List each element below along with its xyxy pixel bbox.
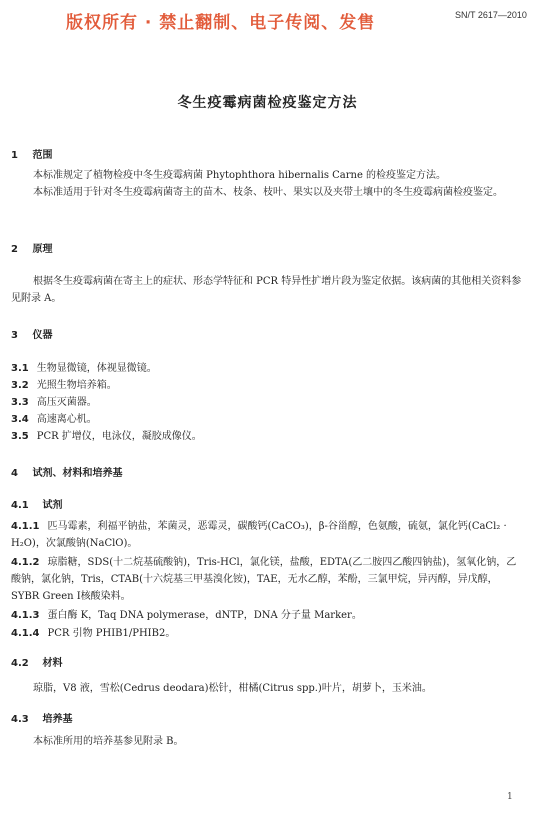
- section-2-paragraph-1: 根据冬生疫霉病菌在寄主上的症状、形态学特征和 PCR 特异性扩增片段为鉴定依据。该病菌的其他相关资料参见附录 A。: [11, 276, 522, 304]
- subsection-title: 材料: [42, 658, 63, 669]
- item-number: 4.1.4: [11, 628, 40, 639]
- subsection-4-3-heading: [11, 710, 72, 725]
- list-item-3-3: [11, 394, 523, 411]
- section-3-heading: [11, 326, 52, 341]
- section-title: 原理: [32, 244, 53, 255]
- item-number: 3.5: [11, 431, 29, 442]
- list-item-3-4: [11, 411, 523, 428]
- item-number: 3.3: [11, 397, 29, 408]
- item-text: 生物显微镜，体视显微镜。: [36, 363, 157, 374]
- item-number: 4.1.2: [11, 557, 40, 568]
- section-1-paragraph-1: 本标准规定了植物检疫中冬生疫霉病菌 Phytophthora hibernalis Carne 的检疫鉴定方法。: [33, 170, 447, 181]
- item-text: 光照生物培养箱。: [36, 380, 117, 391]
- subsection-4-3-paragraph: 本标准所用的培养基参见附录 B。: [33, 736, 184, 747]
- item-number: 3.1: [11, 363, 29, 374]
- item-text: PCR 扩增仪，电泳仪，凝胶成像仪。: [36, 431, 202, 442]
- subsection-4-1-heading: [11, 496, 62, 511]
- list-item-3-2: [11, 377, 523, 394]
- list-item-3-5: [11, 428, 523, 445]
- subsection-4-2-paragraph: 琼脂，V8 液，雪松(Cedrus deodara)松针，柑橘(Citrus spp.)叶片，胡萝卜，玉米油。: [33, 683, 432, 694]
- list-item-4-1-2: [11, 554, 523, 605]
- item-number: 4.1.3: [11, 610, 40, 621]
- section-1-heading: [11, 146, 52, 161]
- list-item-3-1: [11, 360, 523, 377]
- watermark-text: 版权所有 · 禁止翻制、电子传阅、发售: [66, 13, 376, 33]
- section-number: 4: [11, 468, 18, 479]
- item-text: 琼脂糖，SDS(十二烷基硫酸钠)，Tris-HCl，氯化镁，盐酸，EDTA(乙二胺四乙酸四钠盐)，氢氧化钠，乙酸钠，氯化钠，Tris，CTAB(十六烷基三甲基溴化铵)，TAE，无水乙醇，苯酚，三氯甲烷，异丙醇，异戊醇，SYBR Green Ⅰ核酸染料。: [11, 557, 517, 602]
- section-title: 范围: [32, 150, 53, 161]
- page-number: 1: [507, 792, 513, 802]
- item-number: 3.4: [11, 414, 29, 425]
- section-number: 2: [11, 244, 18, 255]
- item-number: 4.1.1: [11, 521, 40, 532]
- subsection-number: 4.3: [11, 714, 29, 725]
- subsection-number: 4.2: [11, 658, 29, 669]
- item-number: 3.2: [11, 380, 29, 391]
- item-text: 蛋白酶 K，Taq DNA polymerase，dNTP，DNA 分子量 Marker。: [47, 610, 362, 621]
- section-number: 1: [11, 150, 18, 161]
- standard-code: SN/T 2617—2010: [455, 10, 527, 20]
- list-item-4-1-1: [11, 518, 523, 552]
- list-item-4-1-4: [11, 625, 523, 642]
- subsection-4-2-heading: [11, 654, 62, 669]
- section-2-heading: [11, 240, 52, 255]
- item-text: 匹马霉素，利福平钠盐，苯菌灵，恶霉灵，碳酸钙(CaCO₃)，β-谷甾醇，色氨酸，硫氨，氯化钙(CaCl₂ · H₂O)，次氯酸钠(NaClO)。: [11, 521, 507, 549]
- subsection-number: 4.1: [11, 500, 29, 511]
- section-4-heading: [11, 464, 122, 479]
- section-title: 试剂、材料和培养基: [32, 468, 123, 479]
- section-title: 仪器: [32, 330, 53, 341]
- list-item-4-1-3: [11, 607, 523, 624]
- subsection-title: 试剂: [42, 500, 63, 511]
- item-text: 高压灭菌器。: [36, 397, 97, 408]
- document-title: 冬生疫霉病菌检疫鉴定方法: [177, 95, 358, 111]
- item-text: PCR 引物 PHIB1/PHIB2。: [47, 628, 176, 639]
- section-number: 3: [11, 330, 18, 341]
- subsection-title: 培养基: [42, 714, 73, 725]
- item-text: 高速离心机。: [36, 414, 97, 425]
- section-1-paragraph-2: 本标准适用于针对冬生疫霉病菌寄主的苗木、枝条、枝叶、果实以及夹带土壤中的冬生疫霉病菌检疫鉴定。: [33, 187, 503, 198]
